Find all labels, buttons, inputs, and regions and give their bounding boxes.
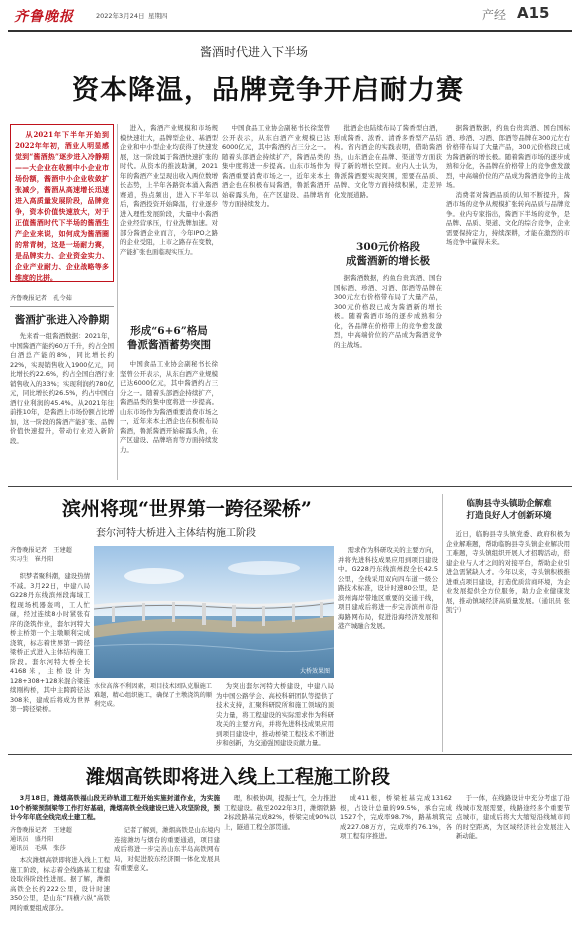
rail-column-2: 记者了解到，潍烟高铁是山东境内连接潍坊与烟台的重要通道，项目建成后将进一步完善山东半岛高铁网布局，对促进胶东经济圈一体化发展具有重要意义。 [114,826,220,872]
main-column-2b: 中国食品工业协会副秘书长徐坚曾公开表示，从东白酒产业规模已达6000亿元，其中酱酒约占三分之一。随着头部酒企持续扩产，酱酒品类的集中度将进一步提高。山东市场作为酱酒重要消费市场之一，近年来本土酒企也在积极布局酱酒，鲁派酱酒开始崭露头角，在产区建设、品牌培育等方面持续发力。 [120,360,218,454]
main-kicker: 酱酒时代进入下半场 [200,45,309,59]
main-abstract: 从2021年下半年开始到2022年年初，酒业人明显感觉到“酱酒热”逐步进入冷静期——大企业在收割中小企业市场份额，酱酒中小企业收敛扩张减少，酱酒从高速增长迅速进入高质量发展阶段，品牌竞争，资本价值快速放大，对于正值酱酒时代下半场的酱酒生产企业来说，如何成为酱酒圈的常青树，这是一场耐力赛，是品牌实力、企业资金实力、企业产业耐力、企业战略等多维度的比拼。 [10,124,114,282]
column-rule [117,124,118,480]
subhead-price-band: 300元价格段 成酱酒新的增长极 [346,241,430,267]
bridge-column-4: 需求作为科研攻关的主要方向，并将先进科技成果应用到项目建设中。G228丹东线滨州段全长42.5公里，全线采用双向四车道一级公路技术标准，设计时速80公里，是滨州海岸带地区重要的交通干线，项目建成后将进一步完善滨州市沿海路网布局，促进沿海经济发展和港产城融合发展。 [338,546,438,630]
subhead-cooldown: 酱酒扩张进入冷静期 [14,314,110,326]
masthead-rule [8,30,572,32]
main-column-4: 批酒企也陆续布局了酱香型白酒，形成酱香、浓香、清香多香型产品结构。省内酒企的实践表明，借助酱酒热，山东酒企在品牌、渠道等方面获得了新的增长空间。业内人士认为，鲁派酱酒要实现突围，需要在品质、品牌、文化等方面持续积累，走差异化发展道路。 [334,124,442,199]
masthead-date: 2022年3月24日 [96,12,145,20]
bridge-column-3: 为突出套尔河特大桥建设，中建八局为中国公路学会、高校科研团队等提供了技术支持，汇聚科研院所和施工领域的顶尖力量，将工程建设的实际需求作为科研攻关的主要方向，并将先进科技成果应用到项目建设中，推动桥梁工程技术不断进步和创新，为交通强国建设贡献力量。 [216,682,334,747]
divider [8,486,572,487]
rail-column-1: 本次潍烟高铁即将进入线上工程施工阶段，标志着全线路基工程建设取得阶段性进展。据了解，潍烟高铁全长约222公里，设计时速350公里，是山东“四横六纵”高铁网的重要组成部分。 [10,856,110,912]
rail-column-3: 理，积极协调，提振士气，全力推进工程建设。截至2022年3月，潍烟铁路2标段路基完成82%，桥梁完成90%以上，隧道工程全部贯通。 [224,794,336,831]
divider [10,306,114,307]
main-column-2: 进入，酱酒产业规模和市场规模快速壮大，品牌型企业、基酒型企业和中小型企业均获得了快速发展，这一阶段属于酱酒快速扩张的时代。从资本的推波助澜，2021年的酱酒产业呈现出收入两位数增长态势，上半年各路资本涌入酱酒赛道，热点频出，进入下半年以后，酱酒投资开始降温，行业逐步进入理性发展阶段，大量中小酱酒企业经营承压，行业洗牌加速。对部分酱酒企业而言，今年IPO之路的企业受阻，上市之路存在变数，产能扩张也面临现实压力。 [120,124,218,256]
main-byline: 齐鲁晚报记者 孔令茹 [10,295,72,302]
rail-byline: 齐鲁晚报记者 王建超 通讯员 盛丹阳 通讯员 毛琪 张莎 [10,827,72,852]
page-number: A15 [517,4,550,22]
masthead-logo: 齐鲁晚报 [14,9,74,25]
rail-lead: 3月18日，潍烟高铁福山段无砟轨道工程开始实施封道作业，为实施10个桥梁预制梁等工作打好基础，潍烟高铁全线建设已进入攻坚阶段，预计今年年底全线完成土建工程。 [10,794,220,821]
main-column-1: 先来看一组酱酒数据：2021年，中国酱酒产能约60万千升，约占全国白酒总产能的8%，同比增长约22%，实现销售收入1900亿元，同比增长约22.6%，约占全国白酒行业销售收入的33%；实现利润约780亿元，同比增长约26.5%，约占中国白酒行业利润的45.4%。从2021年往前推10年，是酱酒上市场份额占比增加，这一阶段的酱酒产能扩张、品牌价值快速提升，带动行业迈入新阶段。 [10,332,114,445]
rail-column-4: 成411根，桥梁桩基完成13162根，占设计总量的99.5%，承台完成1527个，完成率98.7%，路基填筑完成227.08万方，完成率约76.1%，各项工程有序推进。 [340,794,452,840]
main-headline: 资本降温，品牌竞争开启耐力赛 [72,75,464,106]
bridge-byline: 齐鲁晚报记者 王建超 实习生 崔丹阳 [10,547,72,563]
bridge-rendering-image [94,546,334,678]
bridge-photo-caption: 水位高落不利因素，项目技术团队克服施工难题，精心组织施工，确保了主墩浇筑的顺利完成。 [94,683,212,708]
subhead-lupai: 形成“6+6”格局 鲁派酱酒蓄势突围 [127,325,211,351]
section-name: 产经 [482,8,507,22]
main-column-4b: 据酱酒数据，约鱼台贵宾酒、国台国标酒、珍酒、习酒、郎酒等品牌在300元左右价格带布局了大量产品，300元价格段已成为酱酒新的增长极。随着酱酒市场的逐步成熟和分化，各品牌在价格带上的竞争愈发激烈，中高端价位的产品成为酱酒竞争的主战场。 [334,274,442,349]
bridge-column-1: 织梦者聚科潮，建设热情不减。3月22日，中建八局G228丹东线滨州段海域工程现场机器轰鸣，工人忙碌，经过连续8小时紧张有序的浇筑作业，套尔河特大桥主桥第一个主墩顺利完成浇筑，标志着世界第一跨径梁桥正式进入主体结构施工阶段。套尔河特大桥全长4168米，主桥设计为128+308+128米混合梁连续刚构桥，其中主跨跨径达308米，建成后将成为世界第一跨径梁桥。 [10,572,90,713]
bridge-rendering-photo [94,546,334,678]
bridge-subheadline: 套尔河特大桥进入主体结构施工阶段 [96,528,256,539]
divider [8,754,572,755]
side-column: 近日，临朐县寺头镇党委、政府积极为企业解难题，帮助临朐县寺头镇企业解决用工难题，寺头镇组织开展人才招聘活动，搭建企业与人才之间的对接平台，帮助企业引进急需紧缺人才。今年以来，寺头镇积极推进重点项目建设，打造优质营商环境，为企业发展提供全方位服务，助力企业健康发展，推动镇域经济高质量发展。（通讯员 张凯宁） [446,530,570,614]
bridge-headline: 滨州将现“世界第一跨径梁桥” [62,498,312,520]
masthead-weekday: 星期四 [148,12,168,20]
photo-label: 大桥效果图 [299,668,330,675]
column-rule [442,494,443,752]
main-column-3: 中国食品工业协会副秘书长徐坚曾公开表示，从东白酒产业规模已达6000亿元，其中酱酒约占三分之一。随着头部酒企持续扩产，酱酒品类的集中度将进一步提高。山东市场作为酱酒重要消费市场之一，近年来本土酒企也在积极布局酱酒，鲁派酱酒开始崭露头角，在产区建设、品牌培育等方面持续发力。 [222,124,330,208]
rail-column-5: 于一体，在线路设计中充分考虑了沿线城市发展需要，线路途经多个重要节点城市，建成后将大大缩短沿线城市间的时空距离，为区域经济社会发展注入新动能。 [456,794,570,840]
side-headline: 临朐县寺头镇助企解难 打造良好人才创新环境 [466,499,552,521]
main-column-5: 据酱酒数据，约鱼台贵宾酒、国台国标酒、珍酒、习酒、郎酒等品牌在300元左右价格带布局了大量产品，300元价格段已成为酱酒新的增长极。随着酱酒市场的逐步成熟和分化，各品牌在价格带上的竞争愈发激烈，中高端价位的产品成为酱酒竞争的主战场。 消费者对酱酒品质的认知不断提升，酱酒市场的竞争从规模扩张转向品质与品牌竞争。业内专家指出，酱酒下半场的竞争，是品牌、品质、渠道、文化的综合竞争，企业需要保持定力，持续深耕，才能在激烈的市场竞争中赢得未来。 [446,124,570,246]
rail-headline: 潍烟高铁即将进入线上工程施工阶段 [86,766,391,788]
